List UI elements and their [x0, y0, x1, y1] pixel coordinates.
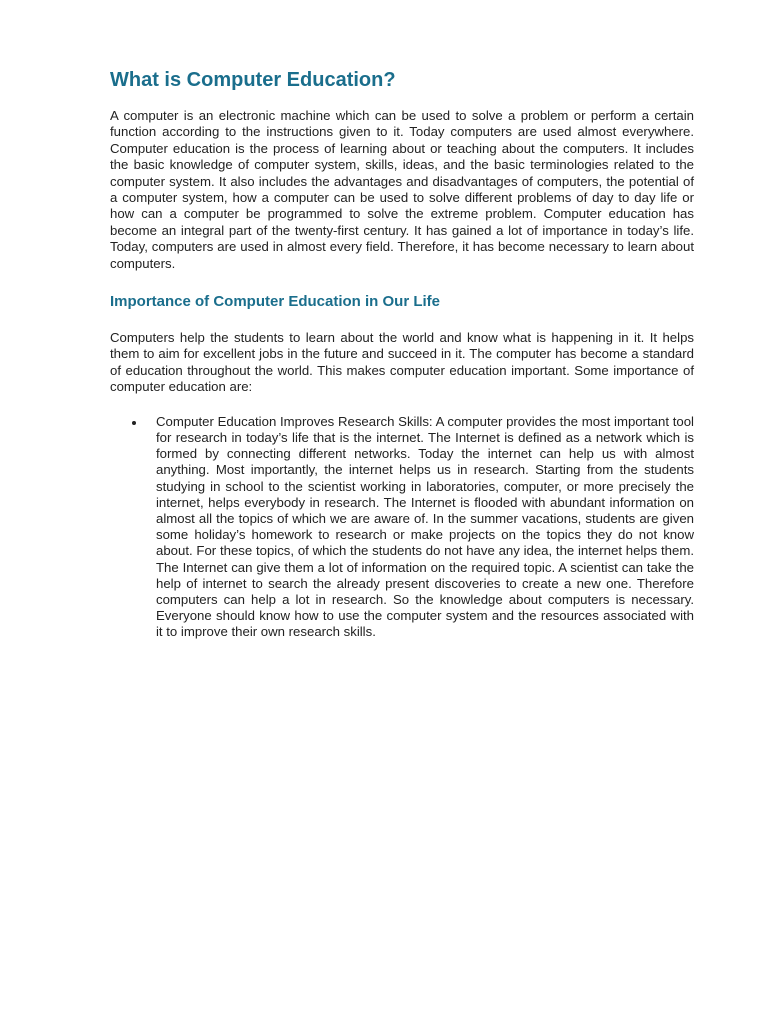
bullet-item — [110, 414, 694, 641]
section-heading: Importance of Computer Education in Our Life — [110, 293, 441, 311]
bullet-text: Computer Education Improves Research Skills: A computer provides the most important tool for research in today’s life that is the internet. The Internet is defined as a network which is formed by connecting different networks. Today the internet can help us with almost anything. Most importantly, the internet helps us in research. Starting from the students studying in school to the scientist working in laboratories, computer, or more precisely the internet, helps everybody in research. The Internet is flooded with abundant information on almost all the topics of which we are aware of. In the summer vacations, students are given some holiday’s homework to research or make projects on the topics they do not know about. For these topics, of which the students do not have any idea, the internet helps them. The Internet can give them a lot of information on the required topic. A scientist can take the help of internet to search the already present discoveries to create a new one. Therefore computers can help a lot in research. So the knowledge about computers is necessary. Everyone should know how to use the computer system and the resources associated with it to improve their own research skills. — [156, 413, 694, 640]
page-title: What is Computer Education? — [110, 69, 396, 91]
intro-paragraph: A computer is an electronic machine which can be used to solve a problem or perform a certain function according to the instructions given to it. Today computers are used almost everywhere. Computer education is the process of learning about or teaching about the computers. It includes the basic knowledge of computer system, skills, ideas, and the basic terminologies related to the computer system. It also includes the advantages and disadvantages of computers, the potential of a computer system, how a computer can be used to solve different problems of day to day life or how can a computer be programmed to solve the extreme problem. Computer education has become an integral part of the twenty-first century. It has gained a lot of importance in today’s life. Today, computers are used in almost every field. Therefore, it has become necessary to learn about computers. — [110, 108, 694, 271]
bullet-icon — [132, 421, 136, 425]
document-page — [110, 66, 694, 641]
section-paragraph: Computers help the students to learn about the world and know what is happening in it. It helps them to aim for excellent jobs in the future and succeed in it. The computer has become a standard of education throughout the world. This makes computer education important. Some importance of computer education are: — [110, 330, 694, 395]
bullet-list — [110, 414, 694, 641]
